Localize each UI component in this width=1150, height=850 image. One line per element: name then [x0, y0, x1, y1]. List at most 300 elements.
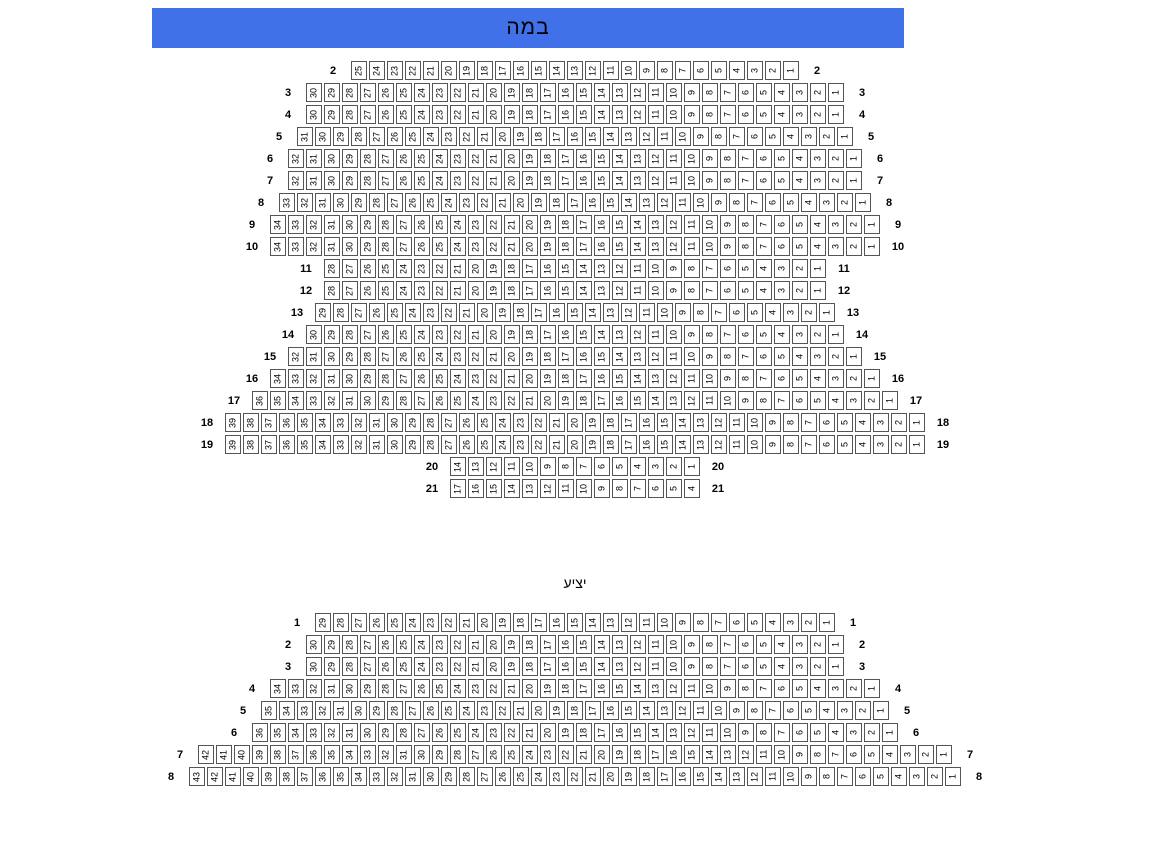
seat[interactable]: 18 — [549, 193, 565, 212]
seat[interactable]: 17 — [495, 61, 511, 80]
seat[interactable]: 24 — [531, 767, 547, 786]
seat[interactable]: 8 — [747, 701, 763, 720]
seat[interactable]: 21 — [504, 215, 520, 234]
seat[interactable]: 6 — [765, 193, 781, 212]
seat[interactable]: 25 — [441, 701, 457, 720]
seat[interactable]: 28 — [423, 413, 439, 432]
seat[interactable]: 9 — [720, 237, 736, 256]
seat[interactable]: 11 — [648, 325, 664, 344]
seat[interactable]: 23 — [459, 193, 475, 212]
seat[interactable]: 15 — [630, 723, 646, 742]
seat[interactable]: 6 — [756, 149, 772, 168]
seat[interactable]: 28 — [369, 193, 385, 212]
seat[interactable]: 34 — [288, 723, 304, 742]
seat[interactable]: 1 — [864, 369, 880, 388]
seat[interactable]: 12 — [666, 369, 682, 388]
seat[interactable]: 27 — [360, 635, 376, 654]
seat[interactable]: 1 — [828, 657, 844, 676]
seat[interactable]: 6 — [693, 61, 709, 80]
seat[interactable]: 28 — [378, 369, 394, 388]
seat[interactable]: 32 — [387, 767, 403, 786]
seat[interactable]: 23 — [423, 613, 439, 632]
seat[interactable]: 10 — [684, 149, 700, 168]
seat[interactable]: 34 — [279, 701, 295, 720]
seat[interactable]: 28 — [333, 613, 349, 632]
seat[interactable]: 14 — [612, 171, 628, 190]
seat[interactable]: 8 — [783, 413, 799, 432]
seat[interactable]: 34 — [342, 745, 358, 764]
seat[interactable]: 39 — [225, 413, 241, 432]
seat[interactable]: 7 — [711, 303, 727, 322]
seat[interactable]: 10 — [648, 281, 664, 300]
seat[interactable]: 1 — [882, 723, 898, 742]
seat[interactable]: 6 — [819, 435, 835, 454]
seat[interactable]: 23 — [486, 723, 502, 742]
seat[interactable]: 26 — [378, 105, 394, 124]
seat[interactable]: 1 — [873, 701, 889, 720]
seat[interactable]: 8 — [702, 325, 718, 344]
seat[interactable]: 33 — [369, 767, 385, 786]
seat[interactable]: 35 — [324, 745, 340, 764]
seat[interactable]: 7 — [720, 657, 736, 676]
seat[interactable]: 31 — [315, 193, 331, 212]
seat[interactable]: 24 — [414, 325, 430, 344]
seat[interactable]: 20 — [531, 701, 547, 720]
seat[interactable]: 19 — [612, 745, 628, 764]
seat[interactable]: 31 — [306, 171, 322, 190]
seat[interactable]: 3 — [792, 325, 808, 344]
seat[interactable]: 13 — [612, 105, 628, 124]
seat[interactable]: 22 — [486, 679, 502, 698]
seat[interactable]: 31 — [333, 701, 349, 720]
seat[interactable]: 14 — [576, 281, 592, 300]
seat[interactable]: 6 — [855, 767, 871, 786]
seat[interactable]: 31 — [306, 149, 322, 168]
seat[interactable]: 33 — [288, 237, 304, 256]
seat[interactable]: 23 — [441, 127, 457, 146]
seat[interactable]: 2 — [855, 701, 871, 720]
seat[interactable]: 22 — [405, 61, 421, 80]
seat[interactable]: 10 — [783, 767, 799, 786]
seat[interactable]: 27 — [378, 171, 394, 190]
seat[interactable]: 31 — [342, 723, 358, 742]
seat[interactable]: 7 — [801, 435, 817, 454]
seat[interactable]: 23 — [414, 281, 430, 300]
seat[interactable]: 11 — [666, 347, 682, 366]
seat[interactable]: 3 — [747, 61, 763, 80]
seat[interactable]: 33 — [306, 391, 322, 410]
seat[interactable]: 28 — [459, 767, 475, 786]
seat[interactable]: 3 — [846, 723, 862, 742]
seat[interactable]: 11 — [702, 723, 718, 742]
seat[interactable]: 25 — [432, 237, 448, 256]
seat[interactable]: 19 — [621, 767, 637, 786]
seat[interactable]: 31 — [324, 679, 340, 698]
seat[interactable]: 14 — [612, 347, 628, 366]
seat[interactable]: 18 — [477, 61, 493, 80]
seat[interactable]: 11 — [684, 679, 700, 698]
seat[interactable]: 29 — [378, 391, 394, 410]
seat[interactable]: 27 — [477, 767, 493, 786]
seat[interactable]: 19 — [549, 701, 565, 720]
seat[interactable]: 1 — [936, 745, 952, 764]
seat[interactable]: 12 — [648, 171, 664, 190]
seat[interactable]: 20 — [522, 369, 538, 388]
seat[interactable]: 18 — [540, 149, 556, 168]
seat[interactable]: 16 — [612, 391, 628, 410]
seat[interactable]: 2 — [891, 435, 907, 454]
seat[interactable]: 33 — [288, 679, 304, 698]
seat[interactable]: 7 — [720, 83, 736, 102]
seat[interactable]: 9 — [684, 83, 700, 102]
seat[interactable]: 9 — [720, 369, 736, 388]
seat[interactable]: 22 — [567, 767, 583, 786]
seat[interactable]: 16 — [540, 281, 556, 300]
seat[interactable]: 8 — [693, 613, 709, 632]
seat[interactable]: 7 — [756, 237, 772, 256]
seat[interactable]: 12 — [540, 479, 556, 498]
seat[interactable]: 20 — [468, 281, 484, 300]
seat[interactable]: 8 — [720, 347, 736, 366]
seat[interactable]: 6 — [792, 391, 808, 410]
seat[interactable]: 6 — [738, 635, 754, 654]
seat[interactable]: 28 — [450, 745, 466, 764]
seat[interactable]: 3 — [909, 767, 925, 786]
seat[interactable]: 17 — [621, 435, 637, 454]
seat[interactable]: 10 — [711, 701, 727, 720]
seat[interactable]: 26 — [414, 369, 430, 388]
seat[interactable]: 23 — [414, 259, 430, 278]
seat[interactable]: 25 — [450, 391, 466, 410]
seat[interactable]: 34 — [270, 679, 286, 698]
seat[interactable]: 12 — [630, 105, 646, 124]
seat[interactable]: 33 — [288, 215, 304, 234]
seat[interactable]: 3 — [810, 149, 826, 168]
seat[interactable]: 15 — [612, 215, 628, 234]
seat[interactable]: 19 — [522, 171, 538, 190]
seat[interactable]: 9 — [720, 215, 736, 234]
seat[interactable]: 29 — [333, 127, 349, 146]
seat[interactable]: 26 — [414, 215, 430, 234]
seat[interactable]: 30 — [360, 723, 376, 742]
seat[interactable]: 11 — [504, 457, 520, 476]
seat[interactable]: 29 — [342, 149, 358, 168]
seat[interactable]: 4 — [810, 679, 826, 698]
seat[interactable]: 5 — [801, 701, 817, 720]
seat[interactable]: 14 — [594, 325, 610, 344]
seat[interactable]: 19 — [504, 83, 520, 102]
seat[interactable]: 3 — [873, 413, 889, 432]
seat[interactable]: 32 — [315, 701, 331, 720]
seat[interactable]: 18 — [558, 237, 574, 256]
seat[interactable]: 8 — [810, 745, 826, 764]
seat[interactable]: 28 — [342, 83, 358, 102]
seat[interactable]: 8 — [693, 303, 709, 322]
seat[interactable]: 11 — [684, 369, 700, 388]
seat[interactable]: 20 — [486, 105, 502, 124]
seat[interactable]: 22 — [450, 83, 466, 102]
seat[interactable]: 33 — [288, 369, 304, 388]
seat[interactable]: 36 — [315, 767, 331, 786]
seat[interactable]: 7 — [576, 457, 592, 476]
seat[interactable]: 30 — [306, 657, 322, 676]
seat[interactable]: 28 — [342, 325, 358, 344]
seat[interactable]: 18 — [522, 105, 538, 124]
seat[interactable]: 1 — [828, 105, 844, 124]
seat[interactable]: 8 — [684, 281, 700, 300]
seat[interactable]: 27 — [414, 723, 430, 742]
seat[interactable]: 1 — [846, 171, 862, 190]
seat[interactable]: 18 — [531, 127, 547, 146]
seat[interactable]: 5 — [792, 237, 808, 256]
seat[interactable]: 39 — [252, 745, 268, 764]
seat[interactable]: 4 — [792, 171, 808, 190]
seat[interactable]: 13 — [693, 413, 709, 432]
seat[interactable]: 36 — [252, 391, 268, 410]
seat[interactable]: 21 — [576, 745, 592, 764]
seat[interactable]: 9 — [720, 679, 736, 698]
seat[interactable]: 4 — [774, 83, 790, 102]
seat[interactable]: 11 — [648, 83, 664, 102]
seat[interactable]: 25 — [477, 435, 493, 454]
seat[interactable]: 12 — [666, 215, 682, 234]
seat[interactable]: 32 — [306, 237, 322, 256]
seat[interactable]: 10 — [666, 635, 682, 654]
seat[interactable]: 11 — [765, 767, 781, 786]
seat[interactable]: 19 — [486, 281, 502, 300]
seat[interactable]: 16 — [639, 413, 655, 432]
seat[interactable]: 13 — [630, 347, 646, 366]
seat[interactable]: 41 — [225, 767, 241, 786]
seat[interactable]: 30 — [324, 149, 340, 168]
seat[interactable]: 24 — [441, 193, 457, 212]
seat[interactable]: 14 — [675, 435, 691, 454]
seat[interactable]: 27 — [351, 613, 367, 632]
seat[interactable]: 18 — [522, 83, 538, 102]
seat[interactable]: 27 — [360, 83, 376, 102]
seat[interactable]: 26 — [423, 701, 439, 720]
seat[interactable]: 29 — [351, 193, 367, 212]
seat[interactable]: 38 — [270, 745, 286, 764]
seat[interactable]: 26 — [414, 679, 430, 698]
seat[interactable]: 10 — [720, 723, 736, 742]
seat[interactable]: 3 — [828, 369, 844, 388]
seat[interactable]: 4 — [882, 745, 898, 764]
seat[interactable]: 27 — [378, 347, 394, 366]
seat[interactable]: 26 — [360, 281, 376, 300]
seat[interactable]: 30 — [342, 679, 358, 698]
seat[interactable]: 34 — [315, 413, 331, 432]
seat[interactable]: 4 — [855, 435, 871, 454]
seat[interactable]: 42 — [207, 767, 223, 786]
seat[interactable]: 5 — [612, 457, 628, 476]
seat[interactable]: 28 — [378, 237, 394, 256]
seat[interactable]: 12 — [711, 435, 727, 454]
seat[interactable]: 14 — [630, 237, 646, 256]
seat[interactable]: 14 — [594, 83, 610, 102]
seat[interactable]: 16 — [567, 127, 583, 146]
seat[interactable]: 11 — [603, 61, 619, 80]
seat[interactable]: 14 — [648, 391, 664, 410]
seat[interactable]: 1 — [819, 613, 835, 632]
seat[interactable]: 18 — [522, 635, 538, 654]
seat[interactable]: 26 — [459, 413, 475, 432]
seat[interactable]: 32 — [306, 215, 322, 234]
seat[interactable]: 26 — [459, 435, 475, 454]
seat[interactable]: 20 — [522, 237, 538, 256]
seat[interactable]: 21 — [468, 635, 484, 654]
seat[interactable]: 9 — [801, 767, 817, 786]
seat[interactable]: 10 — [666, 105, 682, 124]
seat[interactable]: 41 — [216, 745, 232, 764]
seat[interactable]: 17 — [522, 281, 538, 300]
seat[interactable]: 15 — [657, 413, 673, 432]
seat[interactable]: 2 — [810, 325, 826, 344]
seat[interactable]: 21 — [504, 679, 520, 698]
seat[interactable]: 14 — [621, 193, 637, 212]
seat[interactable]: 5 — [774, 149, 790, 168]
seat[interactable]: 30 — [306, 325, 322, 344]
seat[interactable]: 13 — [648, 369, 664, 388]
seat[interactable]: 9 — [702, 171, 718, 190]
seat[interactable]: 19 — [522, 347, 538, 366]
seat[interactable]: 27 — [405, 701, 421, 720]
seat[interactable]: 5 — [747, 613, 763, 632]
seat[interactable]: 19 — [540, 215, 556, 234]
seat[interactable]: 17 — [576, 679, 592, 698]
seat[interactable]: 15 — [576, 635, 592, 654]
seat[interactable]: 7 — [630, 479, 646, 498]
seat[interactable]: 37 — [261, 435, 277, 454]
seat[interactable]: 19 — [540, 237, 556, 256]
seat[interactable]: 10 — [657, 613, 673, 632]
seat[interactable]: 6 — [738, 325, 754, 344]
seat[interactable]: 2 — [666, 457, 682, 476]
seat[interactable]: 30 — [306, 105, 322, 124]
seat[interactable]: 6 — [747, 127, 763, 146]
seat[interactable]: 18 — [558, 679, 574, 698]
seat[interactable]: 18 — [639, 767, 655, 786]
seat[interactable]: 18 — [513, 303, 529, 322]
seat[interactable]: 37 — [297, 767, 313, 786]
seat[interactable]: 11 — [648, 635, 664, 654]
seat[interactable]: 7 — [801, 413, 817, 432]
seat[interactable]: 25 — [396, 105, 412, 124]
seat[interactable]: 11 — [630, 281, 646, 300]
seat[interactable]: 30 — [306, 635, 322, 654]
seat[interactable]: 31 — [342, 391, 358, 410]
seat[interactable]: 30 — [342, 215, 358, 234]
seat[interactable]: 5 — [792, 679, 808, 698]
seat[interactable]: 28 — [324, 259, 340, 278]
seat[interactable]: 13 — [648, 679, 664, 698]
seat[interactable]: 13 — [666, 391, 682, 410]
seat[interactable]: 29 — [324, 105, 340, 124]
seat[interactable]: 20 — [504, 171, 520, 190]
seat[interactable]: 25 — [423, 193, 439, 212]
seat[interactable]: 5 — [756, 105, 772, 124]
seat[interactable]: 34 — [270, 237, 286, 256]
seat[interactable]: 28 — [351, 127, 367, 146]
seat[interactable]: 28 — [342, 635, 358, 654]
seat[interactable]: 5 — [756, 635, 772, 654]
seat[interactable]: 11 — [630, 259, 646, 278]
seat[interactable]: 19 — [585, 435, 601, 454]
seat[interactable]: 24 — [432, 149, 448, 168]
seat[interactable]: 3 — [792, 657, 808, 676]
seat[interactable]: 4 — [774, 635, 790, 654]
seat[interactable]: 1 — [837, 127, 853, 146]
seat[interactable]: 10 — [702, 369, 718, 388]
seat[interactable]: 24 — [450, 237, 466, 256]
seat[interactable]: 32 — [288, 149, 304, 168]
seat[interactable]: 5 — [756, 83, 772, 102]
seat[interactable]: 8 — [657, 61, 673, 80]
seat[interactable]: 28 — [360, 171, 376, 190]
seat[interactable]: 27 — [396, 679, 412, 698]
seat[interactable]: 35 — [297, 413, 313, 432]
seat[interactable]: 5 — [711, 61, 727, 80]
seat[interactable]: 16 — [666, 745, 682, 764]
seat[interactable]: 30 — [324, 347, 340, 366]
seat[interactable]: 8 — [684, 259, 700, 278]
seat[interactable]: 24 — [450, 369, 466, 388]
seat[interactable]: 2 — [846, 369, 862, 388]
seat[interactable]: 25 — [405, 127, 421, 146]
seat[interactable]: 20 — [477, 303, 493, 322]
seat[interactable]: 3 — [801, 127, 817, 146]
seat[interactable]: 9 — [702, 149, 718, 168]
seat[interactable]: 9 — [765, 413, 781, 432]
seat[interactable]: 1 — [909, 435, 925, 454]
seat[interactable]: 20 — [540, 723, 556, 742]
seat[interactable]: 10 — [774, 745, 790, 764]
seat[interactable]: 22 — [432, 259, 448, 278]
seat[interactable]: 15 — [576, 83, 592, 102]
seat[interactable]: 8 — [783, 435, 799, 454]
seat[interactable]: 26 — [378, 83, 394, 102]
seat[interactable]: 40 — [243, 767, 259, 786]
seat[interactable]: 12 — [630, 325, 646, 344]
seat[interactable]: 2 — [846, 237, 862, 256]
seat[interactable]: 8 — [819, 767, 835, 786]
seat[interactable]: 37 — [288, 745, 304, 764]
seat[interactable]: 9 — [684, 105, 700, 124]
seat[interactable]: 17 — [540, 105, 556, 124]
seat[interactable]: 21 — [549, 413, 565, 432]
seat[interactable]: 14 — [594, 105, 610, 124]
seat[interactable]: 4 — [855, 413, 871, 432]
seat[interactable]: 9 — [684, 657, 700, 676]
seat[interactable]: 26 — [405, 193, 421, 212]
seat[interactable]: 4 — [765, 613, 781, 632]
seat[interactable]: 1 — [810, 281, 826, 300]
seat[interactable]: 4 — [828, 391, 844, 410]
seat[interactable]: 26 — [396, 171, 412, 190]
seat[interactable]: 7 — [720, 325, 736, 344]
seat[interactable]: 29 — [324, 83, 340, 102]
seat[interactable]: 25 — [387, 303, 403, 322]
seat[interactable]: 8 — [738, 679, 754, 698]
seat[interactable]: 8 — [756, 391, 772, 410]
seat[interactable]: 27 — [378, 149, 394, 168]
seat[interactable]: 8 — [558, 457, 574, 476]
seat[interactable]: 4 — [765, 303, 781, 322]
seat[interactable]: 19 — [540, 369, 556, 388]
seat[interactable]: 30 — [315, 127, 331, 146]
seat[interactable]: 2 — [846, 679, 862, 698]
seat[interactable]: 13 — [612, 657, 628, 676]
